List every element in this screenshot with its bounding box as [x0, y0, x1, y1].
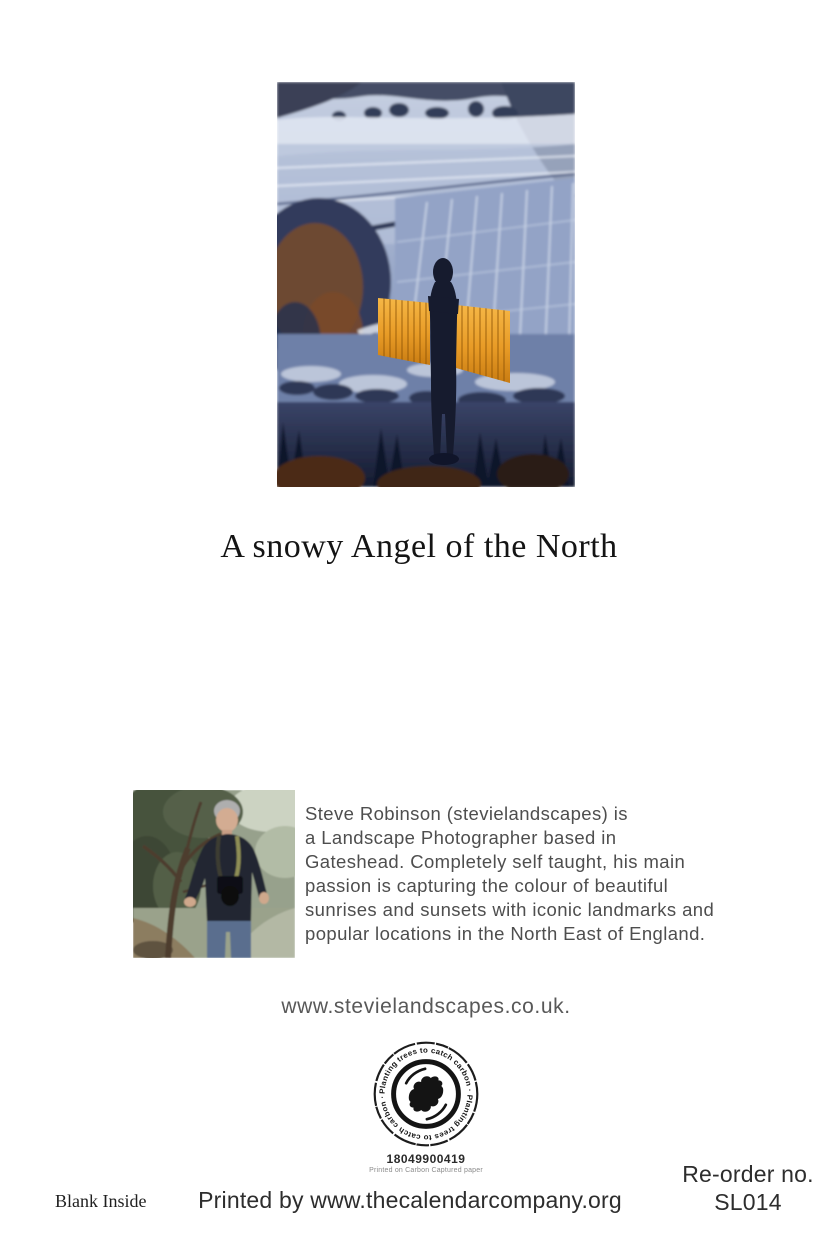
stamp-ring-text: Planting trees to catch carbon · Planting trees to catch carbon · [377, 1045, 475, 1143]
reorder-block [668, 1160, 828, 1216]
bio-text-line: popular locations in the North East of England. [305, 923, 706, 944]
blank-inside-label: Blank Inside [55, 1191, 147, 1211]
bio-text-line: sunrises and sunsets with iconic landmarks and [305, 899, 715, 920]
oak-leaves-icon [403, 1069, 449, 1119]
angel-of-the-north-photo [277, 82, 575, 487]
bio-text-line: Gateshead. Completely self taught, his main [305, 851, 686, 872]
stamp-certificate-number: 18049900419 [386, 1152, 466, 1166]
reorder-code: SL014 [714, 1189, 782, 1215]
reorder-label: Re-order no. [682, 1161, 814, 1187]
carbon-capture-stamp-logo [372, 1040, 480, 1148]
snowy-landscape-background [277, 82, 575, 487]
stamp-caption: Printed on Carbon Captured paper [369, 1167, 483, 1174]
bio-text-line: a Landscape Photographer based in [305, 827, 617, 848]
printed-by-label: Printed by www.thecalendarcompany.org [198, 1187, 622, 1213]
bio-text [305, 802, 750, 946]
website-url: www.stevielandscapes.co.uk. [281, 995, 571, 1018]
photographer-photo [133, 790, 295, 958]
bio-text-line: Steve Robinson (stevielandscapes) is [305, 803, 628, 824]
bio-text-line: passion is capturing the colour of beautiful [305, 875, 669, 896]
card-title: A snowy Angel of the North [220, 528, 618, 565]
